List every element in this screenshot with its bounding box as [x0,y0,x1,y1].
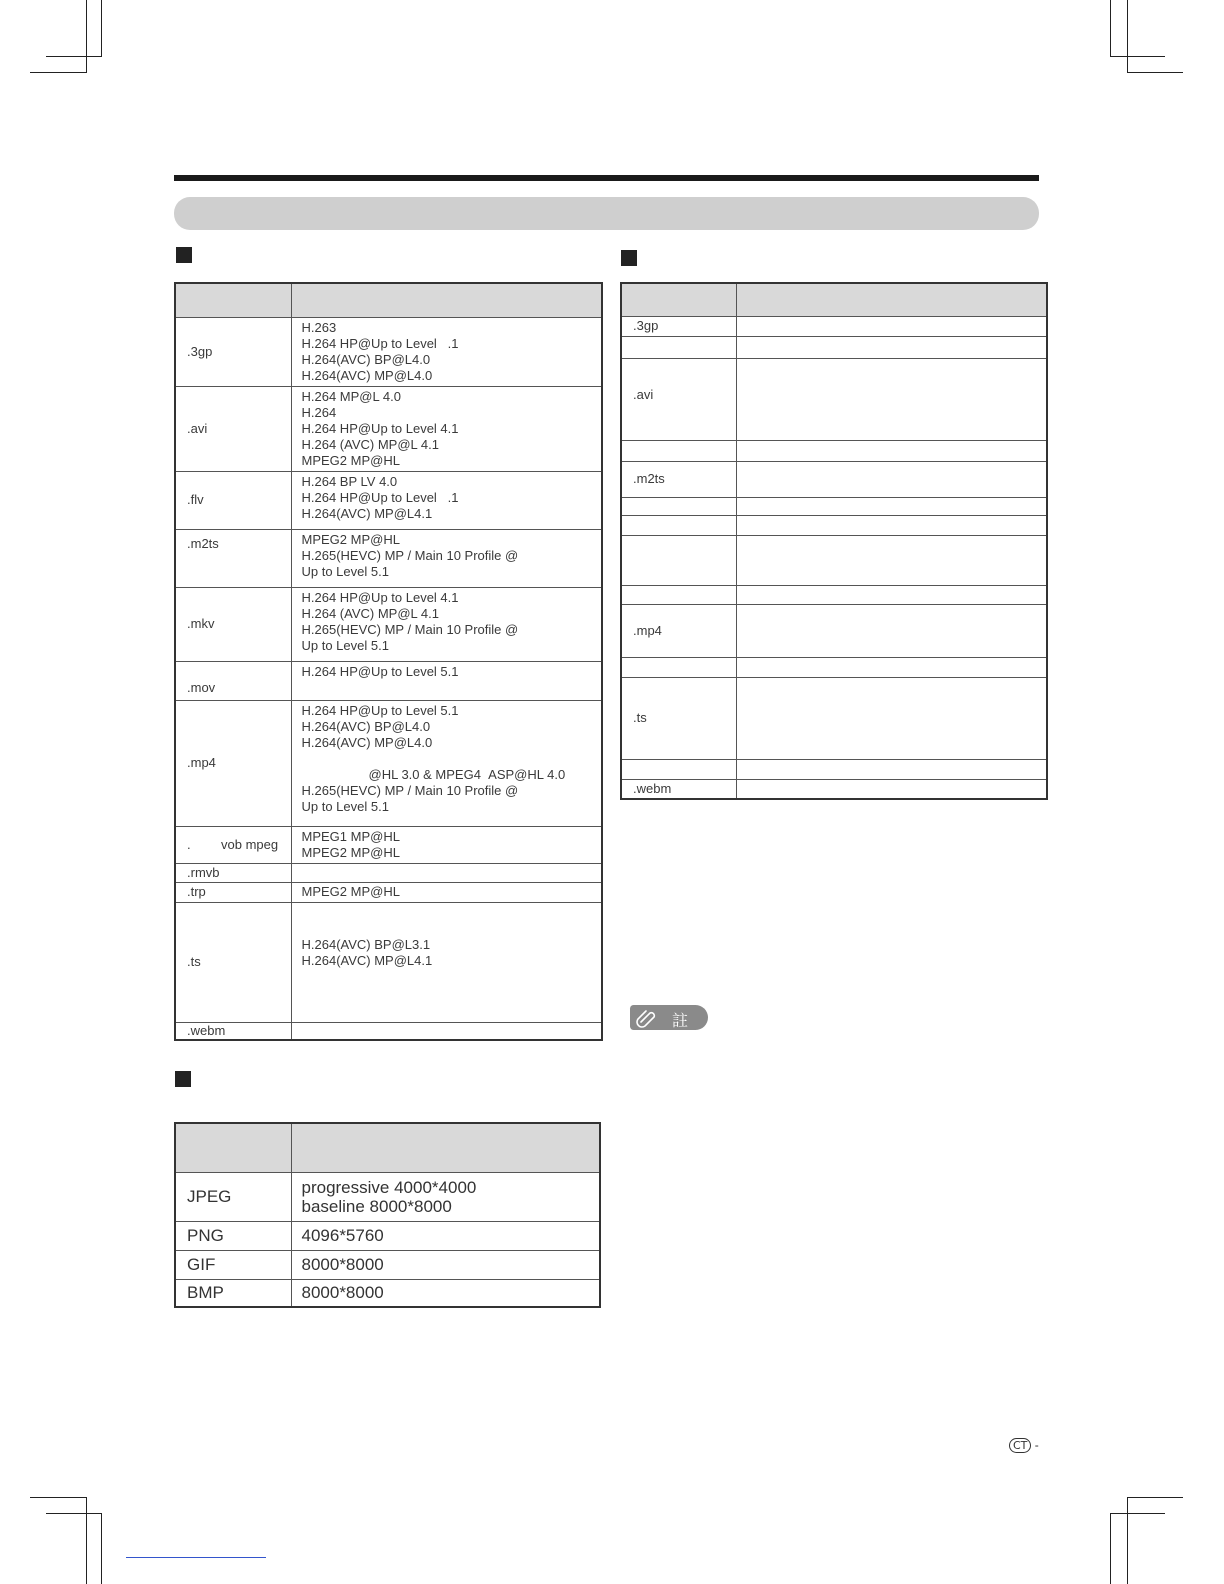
resolution-item: progressive 4000*4000 [301,1177,477,1197]
codec-list [291,317,602,386]
video-section-marker [176,247,192,263]
file-extension: .3gp [175,317,291,386]
table-row [621,358,1047,440]
file-extension: .flv [175,471,291,529]
codec-item: MPEG2 MP@HL [301,844,400,860]
codec-item: H.264 HP@Up to Level .1 [301,335,459,351]
table-row [621,657,1047,677]
codec-list [291,700,602,826]
codec-item: H.265(HEVC) MP / Main 10 Profile @ [301,782,519,798]
codec-list [291,471,602,529]
codec-item: H.263 [301,319,337,335]
codec-cell [736,677,1047,759]
codec-list [291,587,602,661]
table-row [621,677,1047,759]
table-row [175,1172,600,1221]
codec-item: H.264 MP@L 4.0 [301,388,401,404]
codec-item: Up to Level 5.1 [301,563,389,579]
image-format: GIF [175,1250,291,1279]
codec-item: H.264 HP@Up to Level .1 [301,489,459,505]
file-extension [621,515,736,535]
image-format: JPEG [175,1172,291,1221]
file-extension: .ts [175,902,291,1022]
table-row [175,317,602,386]
table-row [621,535,1047,585]
bottom-link-underline [126,1557,266,1558]
max-resolution: 8000*8000 [291,1279,600,1307]
codec-item: H.264(AVC) MP@L4.0 [301,734,433,750]
table-row [621,515,1047,535]
crop-mark [1110,56,1165,57]
file-extension-group [187,837,278,853]
codec-item: H.264(AVC) BP@L3.1 [301,936,431,952]
section-title-bar [174,197,1039,230]
file-extension: .webm [621,779,736,799]
codec-list [291,826,602,863]
codec-cell [736,604,1047,657]
file-extension: .mov [175,661,291,700]
crop-mark [30,72,86,73]
max-resolution: 8000*8000 [291,1250,600,1279]
header-cell [175,1123,291,1172]
crop-mark [1127,0,1128,73]
crop-mark [86,0,87,73]
video-codec-table [174,282,603,1041]
crop-mark [1110,1513,1165,1514]
codec-cell [736,461,1047,497]
header-cell [291,1123,600,1172]
crop-mark [1127,72,1183,73]
max-resolution [291,1172,600,1221]
image-format: BMP [175,1279,291,1307]
crop-mark [1127,1497,1128,1584]
extension-names: vob mpeg [221,836,279,852]
crop-mark [101,1513,102,1584]
image-section-marker [175,1071,191,1087]
codec-item: H.264 BP LV 4.0 [301,473,398,489]
file-extension: .mp4 [175,700,291,826]
table-row [621,779,1047,799]
table-row [175,1221,600,1250]
file-extension: .avi [621,358,736,440]
file-extension [621,336,736,358]
codec-cell [736,440,1047,461]
header-rule [174,175,1039,181]
max-resolution: 4096*5760 [291,1221,600,1250]
table-row [621,759,1047,779]
table-header-row [175,1123,600,1172]
file-extension [621,759,736,779]
codec-item: H.264 [301,404,337,420]
paperclip-icon [636,1008,660,1033]
codec-item: Up to Level 5.1 [301,637,389,653]
file-extension: .ts [621,677,736,759]
codec-list [291,386,602,471]
codec-cell [736,657,1047,677]
crop-mark [101,0,102,57]
table-row [621,316,1047,336]
table-row [621,604,1047,657]
extension-dot: . [187,836,191,852]
note-label: 註 [672,1011,689,1030]
table-row [621,461,1047,497]
header-cell [736,283,1047,316]
codec-item: H.264 HP@Up to Level 5.1 [301,663,459,679]
codec-cell [736,535,1047,585]
page-dash: - [1034,1438,1039,1452]
codec-item: H.264 HP@Up to Level 4.1 [301,589,459,605]
codec-item: H.264 (AVC) MP@L 4.1 [301,436,439,452]
file-extension [621,657,736,677]
table-row [175,882,602,902]
codec-cell [736,779,1047,799]
table-row [175,1279,600,1307]
file-extension: .m2ts [621,461,736,497]
codec-item: H.264 HP@Up to Level 4.1 [301,420,459,436]
codec-item: MPEG2 MP@HL [301,531,400,547]
crop-mark [86,1497,87,1584]
header-cell [175,283,291,317]
page-reference [1009,1438,1039,1453]
crop-mark [46,56,101,57]
table-row [175,529,602,587]
codec-cell [736,316,1047,336]
codec-item: H.265(HEVC) MP / Main 10 Profile @ [301,621,519,637]
codec-cell [736,515,1047,535]
codec-item: MPEG2 MP@HL [301,883,400,899]
crop-mark [1110,0,1111,57]
table-row [175,1022,602,1040]
table-row [621,585,1047,604]
codec-item: H.264 (AVC) MP@L 4.1 [301,605,439,621]
image-format: PNG [175,1221,291,1250]
file-extension: .mp4 [621,604,736,657]
codec-item: H.265(HEVC) MP / Main 10 Profile @ [301,547,519,563]
codec-cell [736,585,1047,604]
codec-cell [736,759,1047,779]
codec-item: H.264(AVC) BP@L4.0 [301,351,431,367]
file-extension [621,497,736,515]
header-cell [291,283,602,317]
table-row [175,863,602,882]
codec-list [291,661,602,700]
crop-mark [30,1497,86,1498]
codec-item: MPEG1 MP@HL [301,828,400,844]
codec-list [291,882,602,902]
file-extension [621,440,736,461]
table-row [175,826,602,863]
file-extension: .3gp [621,316,736,336]
codec-cell [736,358,1047,440]
table-header-row [175,283,602,317]
table-row [175,1250,600,1279]
codec-item: H.264(AVC) BP@L4.0 [301,718,431,734]
codec-item [302,751,592,767]
codec-item: H.264(AVC) MP@L4.1 [301,952,433,968]
file-extension [175,826,291,863]
codec-cell [736,497,1047,515]
codec-list [291,863,602,882]
codec-item: Up to Level 5.1 [301,798,389,814]
file-extension: .mkv [175,587,291,661]
table-row [621,336,1047,358]
table-row [621,440,1047,461]
image-format-table [174,1122,601,1308]
file-extension [621,535,736,585]
table-row [175,386,602,471]
codec-list [291,902,602,1022]
codec-cell [736,336,1047,358]
region-code: CT [1009,1438,1031,1453]
file-extension: .avi [175,386,291,471]
file-extension: .trp [175,882,291,902]
table-row [175,661,602,700]
note-badge [630,1005,708,1030]
table-row [621,497,1047,515]
file-extension: .rmvb [175,863,291,882]
codec-item: @HL 3.0 & MPEG4 ASP@HL 4.0 [368,766,566,782]
audio-codec-table [620,282,1048,800]
crop-mark [46,1513,101,1514]
codec-item: MPEG2 MP@HL [301,452,400,468]
codec-list [291,529,602,587]
codec-item: H.264 HP@Up to Level 5.1 [301,702,459,718]
codec-item: H.264(AVC) MP@L4.0 [301,367,433,383]
table-row [175,902,602,1022]
crop-mark [1110,1513,1111,1584]
audio-section-marker [621,250,637,266]
table-row [175,471,602,529]
file-extension: .m2ts [175,529,291,587]
codec-list [291,1022,602,1040]
table-row [175,587,602,661]
codec-item: H.264(AVC) MP@L4.1 [301,505,433,521]
header-cell [621,283,736,316]
table-row [175,700,602,826]
file-extension [621,585,736,604]
crop-mark [1127,1497,1183,1498]
table-header-row [621,283,1047,316]
file-extension: .webm [175,1022,291,1040]
resolution-item: baseline 8000*8000 [301,1196,452,1216]
